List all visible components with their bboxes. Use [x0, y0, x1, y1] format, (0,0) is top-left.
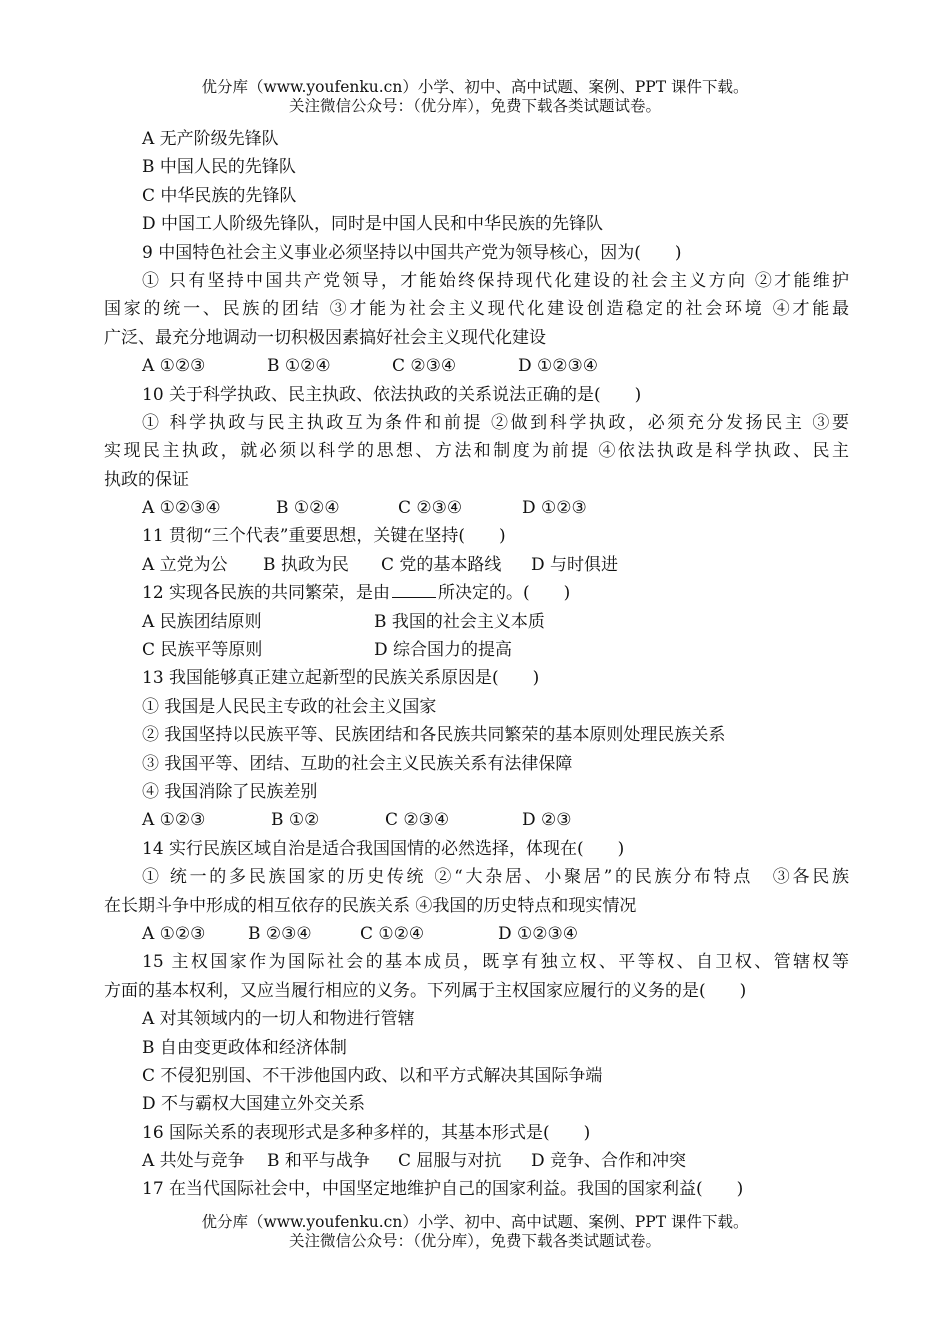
q10-statement-line-2: 实现民主执政，就必须以科学的思想、方法和制度为前提 ④依法执政是科学执政、民主	[104, 441, 849, 462]
q13-option-b: B ①②	[271, 810, 320, 831]
footer-line-2: 关注微信公众号：（优分库），免费下载各类试题试卷。	[288, 1232, 661, 1250]
q10-option-d: D ①②③	[522, 498, 587, 519]
q15-option-a: A 对其领域内的一切人和物进行管辖	[142, 1009, 415, 1030]
q8-option-a: A 无产阶级先锋队	[142, 129, 279, 149]
q9-option-b: B ①②④	[267, 356, 331, 377]
q11-options	[104, 551, 849, 579]
q9-option-c: C ②③④	[392, 356, 457, 377]
q12-option-c: C 民族平等原则	[142, 640, 263, 661]
q10-stem: 10 关于科学执政、民主执政、依法执政的关系说法正确的是( )	[142, 384, 642, 405]
q13-stem: 13 我国能够真正建立起新型的民族关系原因是( )	[142, 668, 540, 689]
q9-statement-line-1: ① 只有坚持中国共产党领导，才能始终保持现代化建设的社会主义方向 ②才能维护	[142, 270, 849, 291]
q9-stem: 9 中国特色社会主义事业必须坚持以中国共产党为领导核心，因为( )	[142, 242, 682, 263]
footer-line-1: 优分库（www.youfenku.cn）小学、初中、高中试题、案例、PPT 课件下载。	[201, 1213, 749, 1231]
q13-option-c: C ②③④	[385, 810, 450, 831]
q14-option-c: C ①②④	[360, 923, 425, 944]
header-line-2: 关注微信公众号：（优分库），免费下载各类试题试卷。	[288, 97, 661, 115]
q10-statement-line-1: ① 科学执政与民主执政互为条件和前提 ②做到科学执政，必须充分发扬民主 ③要	[142, 412, 849, 433]
q12-stem-start: 12 实现各民族的共同繁荣，是由	[142, 583, 391, 604]
q13-statement-3: ③ 我国平等、团结、互助的社会主义民族关系有法律保障	[142, 753, 573, 774]
q13-statement-1: ① 我国是人民民主专政的社会主义国家	[142, 696, 437, 717]
q11-option-b: B 执政为民	[263, 554, 349, 575]
q8-option-d: D 中国工人阶级先锋队，同时是中国人民和中华民族的先锋队	[142, 214, 604, 235]
q12-option-d: D 综合国力的提高	[374, 640, 513, 661]
q14-statement-line-1: ① 统一的多民族国家的历史传统 ②“大杂居、小聚居”的民族分布特点 ③各民族	[142, 867, 849, 888]
q9-option-a: A ①②③	[142, 356, 206, 377]
q10-option-a: A ①②③④	[142, 498, 221, 519]
q14-options	[104, 920, 849, 948]
q14-statement-line-2: 在长期斗争中形成的相互依存的民族关系 ④我国的历史特点和现实情况	[104, 895, 637, 916]
q10-option-c: C ②③④	[398, 498, 463, 519]
q13-option-d: D ②③	[522, 810, 572, 831]
q12-options-row-2	[104, 636, 849, 664]
page-footer	[0, 1213, 950, 1251]
q13-options	[104, 806, 849, 834]
q11-option-c: C 党的基本路线	[381, 554, 502, 575]
q14-stem: 14 实行民族区域自治是适合我国国情的必然选择，体现在( )	[142, 838, 625, 859]
q12-option-b: B 我国的社会主义本质	[374, 611, 545, 632]
q8-option-b: B 中国人民的先锋队	[142, 157, 296, 178]
q13-statement-4: ④ 我国消除了民族差别	[142, 781, 318, 802]
q15-stem-line-1: 15 主权国家作为国际社会的基本成员，既享有独立权、平等权、自卫权、管辖权等	[142, 952, 849, 973]
q9-statement-line-2: 国家的统一、民族的团结 ③才能为社会主义现代化建设创造稳定的社会环境 ④才能最	[104, 299, 849, 320]
q14-option-b: B ②③④	[248, 923, 312, 944]
q9-option-d: D ①②③④	[518, 356, 598, 377]
q13-statement-2: ② 我国坚持以民族平等、民族团结和各民族共同繁荣的基本原则处理民族关系	[142, 725, 726, 746]
q11-option-a: A 立党为公	[142, 554, 228, 575]
q12-stem-end: 所决定的。( )	[438, 583, 571, 604]
q15-option-c: C 不侵犯别国、不干涉他国内政、以和平方式解决其国际争端	[142, 1065, 603, 1086]
page-header	[0, 78, 950, 116]
q16-option-c: C 屈服与对抗	[398, 1151, 502, 1172]
q16-option-d: D 竞争、合作和冲突	[531, 1151, 687, 1172]
q8-option-c: C 中华民族的先锋队	[142, 185, 297, 206]
q16-option-b: B 和平与战争	[267, 1151, 370, 1172]
header-line-1: 优分库（www.youfenku.cn）小学、初中、高中试题、案例、PPT 课件下载。	[201, 78, 749, 96]
q16-options	[104, 1147, 849, 1175]
q9-statement-line-3: 广泛、最充分地调动一切积极因素搞好社会主义现代化建设	[104, 327, 546, 348]
q11-stem: 11 贯彻“三个代表”重要思想，关键在坚持( )	[142, 526, 506, 547]
q11-option-d: D 与时俱进	[531, 554, 619, 575]
q14-option-a: A ①②③	[142, 923, 206, 944]
question-content	[104, 125, 849, 1204]
q16-stem: 16 国际关系的表现形式是多种多样的，其基本形式是( )	[142, 1122, 591, 1143]
q12-fill-blank	[392, 579, 436, 598]
q9-options	[104, 352, 849, 380]
q13-option-a: A ①②③	[142, 810, 206, 831]
q15-option-d: D 不与霸权大国建立外交关系	[142, 1094, 366, 1115]
q12-options-row-1	[104, 608, 849, 636]
q10-option-b: B ①②④	[276, 498, 340, 519]
q10-statement-line-3: 执政的保证	[104, 469, 189, 490]
q12-option-a: A 民族团结原则	[142, 611, 262, 632]
q17-stem: 17 在当代国际社会中，中国坚定地维护自己的国家利益。我国的国家利益( )	[142, 1179, 744, 1200]
q12-stem	[104, 579, 849, 607]
q15-stem-line-2: 方面的基本权利，又应当履行相应的义务。下列属于主权国家应履行的义务的是( )	[104, 980, 747, 1001]
q15-option-b: B 自由变更政体和经济体制	[142, 1037, 347, 1058]
q10-options	[104, 494, 849, 522]
q14-option-d: D ①②③④	[498, 923, 578, 944]
q16-option-a: A 共处与竞争	[142, 1151, 245, 1172]
